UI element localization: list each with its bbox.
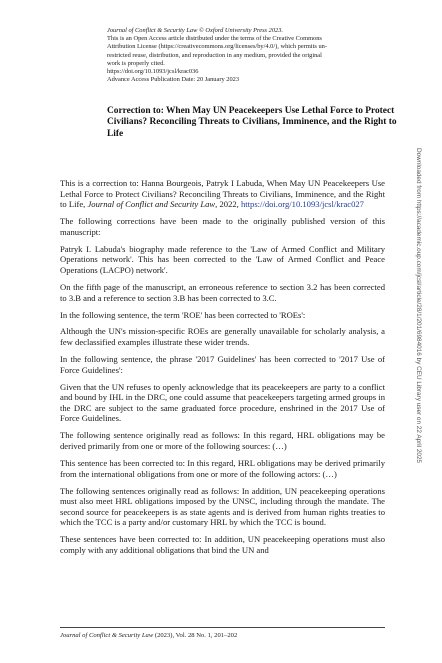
body-paragraph: In the following sentence, the phrase '2017 Guidelines' has been corrected to '2017 Use of Force Guidelines': (60, 354, 385, 375)
license-line: work is properly cited. (107, 59, 165, 67)
journal-copyright-line: Journal of Conflict & Security Law © Oxford University Press 2023. (107, 27, 284, 34)
intro-year: , 2022, (215, 199, 241, 210)
side-note-text: Downloaded from https://academic.oup.com/jcsl/article/28/1/201/6984016 by CEU Library user on 22 April 2025 (415, 148, 422, 464)
license-line: Attribution License (https://creativecommons.org/licenses/by/4.0/), which permits un- (107, 43, 327, 51)
body-paragraph: This sentence has been corrected to: In this regard, HRL obligations may be derived primarily from the international obligations from one or more of the following actors: (…) (60, 457, 385, 479)
article-title: Correction to: When May UN Peacekeepers Use Lethal Force to Protect Civilians? Reconciling Threats to Civilians, Imminence, and the Right to Life (107, 106, 397, 139)
article-body (60, 178, 385, 562)
intro-text: This is a correction to: Hanna Bourgeois, Patryk I Labuda, When May UN Peacekeepers Use Lethal Force to Protect Civilians? Reconciling Threats to Civilians, Imminence, and the Right to Life, (60, 178, 385, 210)
footer-citation: (2023), Vol. 28 No. 1, 201–202 (153, 632, 238, 639)
intro-doi-link[interactable]: https://doi.org/10.1093/jcsl/krac027 (240, 199, 364, 210)
article-doi: https://doi.org/10.1093/jcsl/krac036 (107, 68, 199, 76)
advance-access-date: Advance Access Publication Date: 20 January 2023 (107, 76, 240, 84)
body-paragraph: In the following sentence, the term 'ROE' has been corrected to 'ROEs': (60, 309, 306, 320)
body-paragraph: Patryk I. Labuda's biography made reference to the 'Law of Armed Conflict and Military Operations network'. This has been corrected to the 'Law of Armed Conflict and Peace Operations (LACPO) network'. (60, 243, 385, 275)
body-paragraph: Although the UN's mission-specific ROEs are generally unavailable for scholarly analysis, a few declassified examples illustrate these wider trends. (60, 326, 385, 348)
body-paragraph: The following sentence originally read as follows: In this regard, HRL obligations may be derived primarily from one or more of the following sources: (…) (60, 430, 385, 451)
body-paragraph: The following sentences originally read as follows: In addition, UN peacekeeping operations must also meet HRL obligations imposed by the UNSC, including through the mandate. The second source for peacekeepers is as state agents and is derived from human rights treaties to which the TCC is a party and/or customary HRL by which the TCC is bound. (60, 485, 385, 528)
footer-journal: Journal of Conflict & Security Law (60, 632, 154, 639)
body-paragraph: Given that the UN refuses to openly acknowledge that its peacekeepers are party to a conflict and bound by IHL in the DRC, one could assume that peacekeepers targeting armed groups in the DRC are subject to the same graduated force procedure, enshrined in the 2017 Use of Force Guidelines. (60, 381, 385, 424)
body-paragraph: The following corrections have been made to the originally published version of this manuscript: (60, 216, 385, 237)
article-header (107, 27, 387, 84)
license-line: restricted reuse, distribution, and reproduction in any medium, provided the original (107, 51, 322, 59)
footer-divider (60, 627, 385, 628)
body-paragraph: These sentences have been corrected to: In addition, UN peacekeeping operations must also comply with any additional obligations that bind the UN and (60, 534, 385, 555)
body-paragraph: On the fifth page of the manuscript, an erroneous reference to section 3.2 has been corrected to 3.B and a reference to section 3.B has been corrected to 3.C. (60, 281, 385, 303)
intro-journal-name: Journal of Conflict and Security Law (87, 199, 216, 210)
license-line: This is an Open Access article distributed under the terms of the Creative Commons (107, 35, 322, 43)
page-footer (60, 632, 385, 640)
intro-paragraph (60, 178, 385, 210)
download-side-note (414, 148, 424, 528)
